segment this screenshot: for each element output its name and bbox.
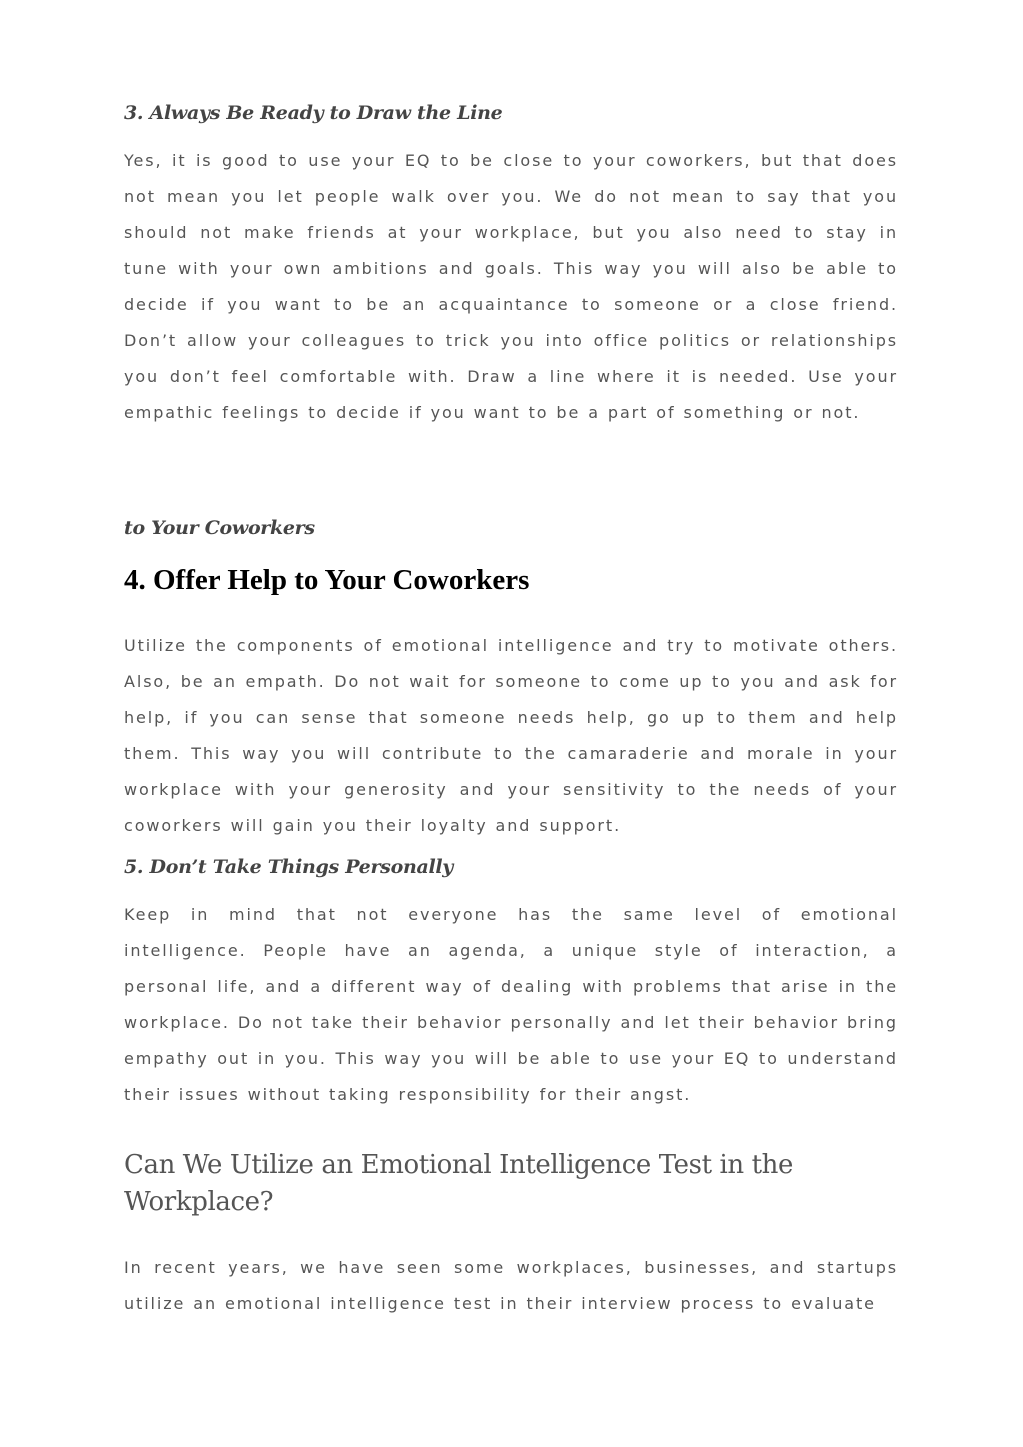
section-3-body: Yes, it is good to use your EQ to be close to your coworkers, but that does not mean you let people walk over you. We do not mean to say that you should not make friends at your workplace, but you also need to stay in tune with your own ambitions and goals. This way you will also be able to decide if you want to be an acquaintance to someone or a close friend. Don’t allow your colleagues to trick you into office politics or relationships you don’t feel comfortable with. Draw a line where it is needed. Use your empathic feelings to decide if you want to be a part of something or not. bbox=[124, 151, 898, 422]
section-4-body: Utilize the components of emotional intelligence and try to motivate others. Also, be an empath. Do not wait for someone to come up to you and ask for help, if you can sense that someone needs help, go up to them and help them. This way you will contribute to the camaraderie and morale in your workplace with your generosity and your sensitivity to the needs of your coworkers will gain you their loyalty and support. bbox=[124, 636, 898, 835]
section-3-heading: 3. Always Be Ready to Draw the Line bbox=[124, 102, 503, 124]
section-5-heading: 5. Don’t Take Things Personally bbox=[124, 856, 454, 878]
section-4-heading: 4. Offer Help to Your Coworkers bbox=[124, 564, 530, 596]
section-6-heading: Can We Utilize an Emotional Intelligence Test in the Workplace? bbox=[124, 1150, 794, 1217]
section-4-fragment: to Your Coworkers bbox=[124, 517, 315, 539]
section-6-body: In recent years, we have seen some workplaces, businesses, and startups utilize an emotional intelligence test in their interview process to evaluate bbox=[124, 1258, 898, 1313]
section-5-body: Keep in mind that not everyone has the same level of emotional intelligence. People have an agenda, a unique style of interaction, a personal life, and a different way of dealing with problems that arise in the workplace. Do not take their behavior personally and let their behavior bring empathy out in you. This way you will be able to use your EQ to understand their issues without taking responsibility for their angst. bbox=[124, 905, 898, 1104]
